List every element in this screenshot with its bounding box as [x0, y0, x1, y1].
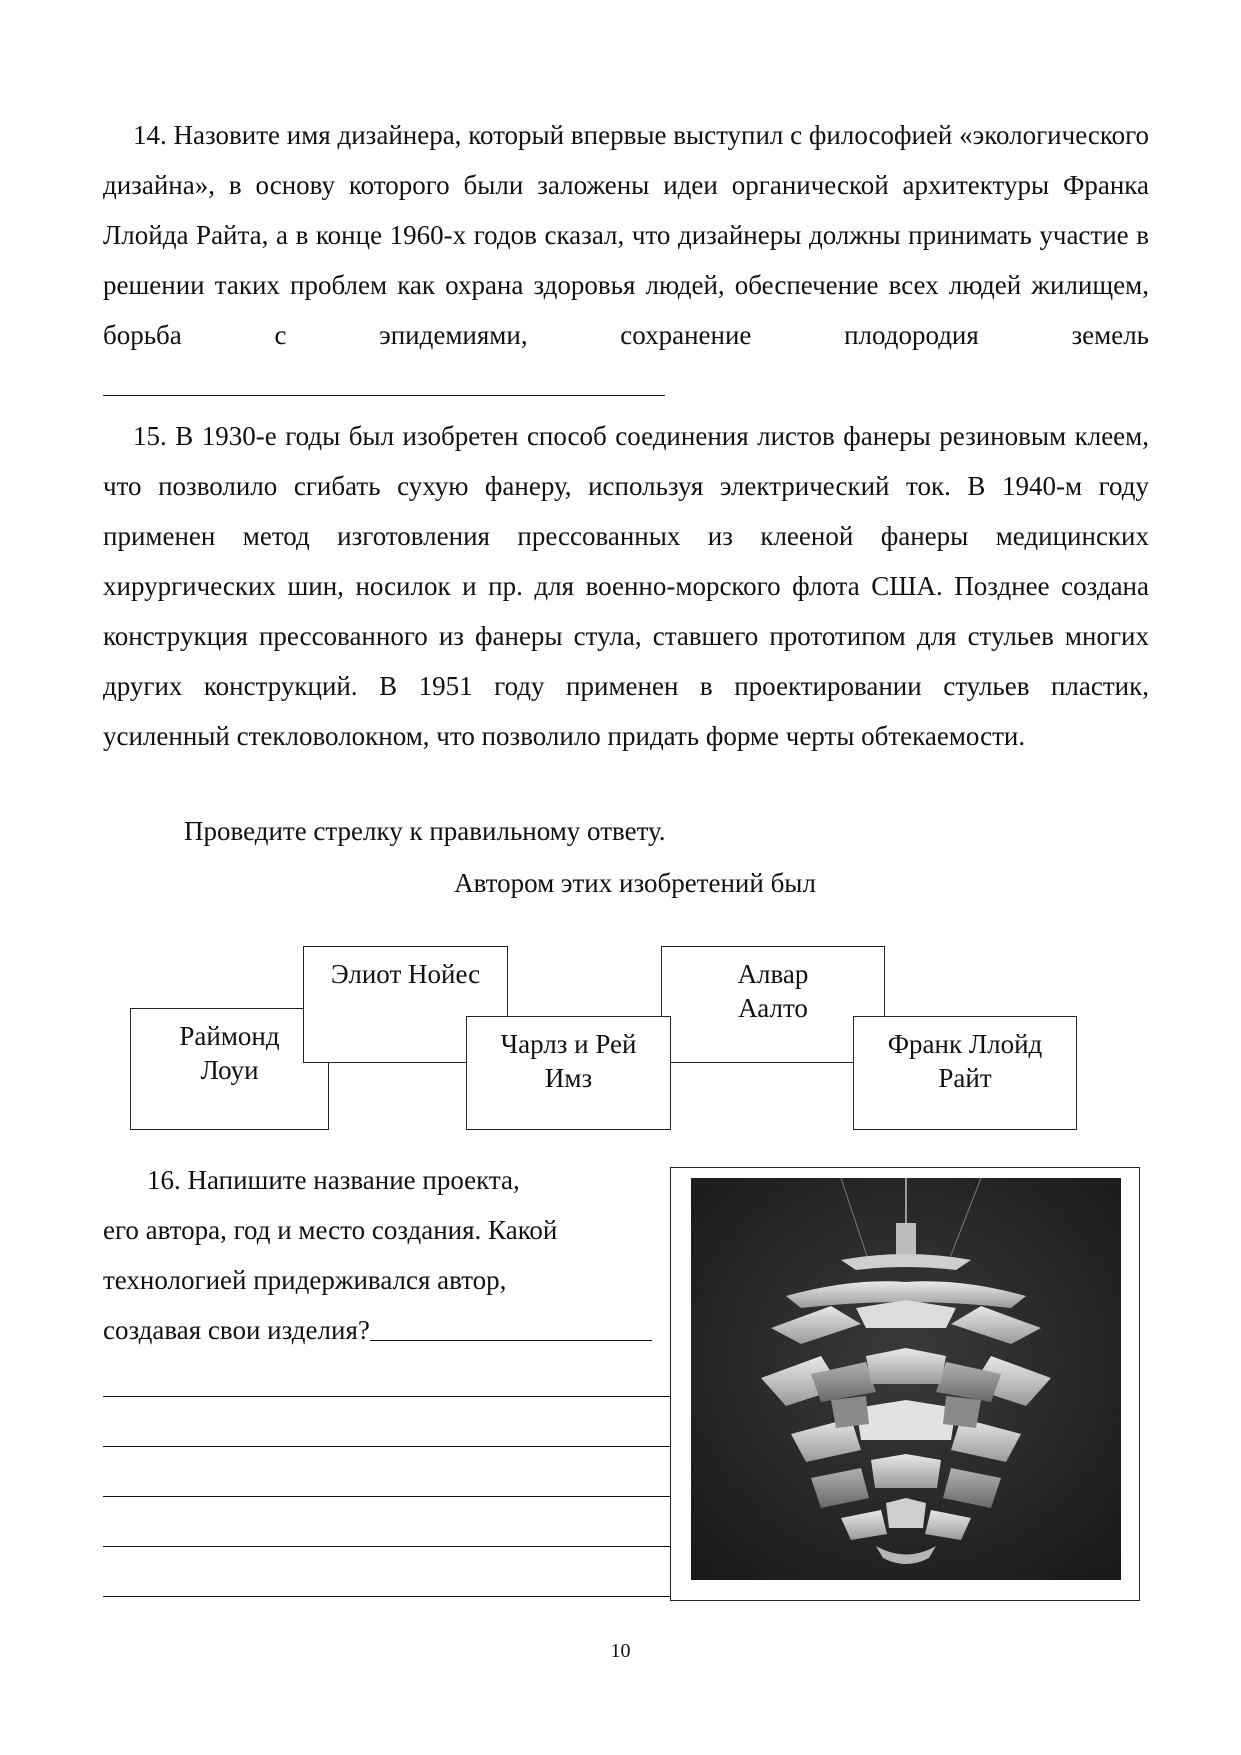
option-label: Франк Ллойд: [887, 1029, 1043, 1059]
question-16-line: создавая свои изделия?: [103, 1315, 370, 1345]
option-label: Лоуи: [200, 1055, 259, 1085]
answer-line[interactable]: [103, 1546, 673, 1547]
answer-line[interactable]: [103, 1496, 673, 1497]
answer-blank-16[interactable]: [370, 1310, 652, 1341]
option-label: Имз: [544, 1063, 593, 1093]
question-14: [103, 110, 1149, 410]
option-alvar-aalto[interactable]: [661, 946, 885, 1063]
question-15-text: 15. В 1930-е годы был изобретен способ соединения листов фанеры резиновым клеем, что позволило сгибать сухую фанеру, используя электрический ток. В 1940-м году применен метод изготовления прессованных из клееной фанеры медицинских хирургических шин, носилок и пр. для военно-морского флота США. Позднее создана конструкция прессованного из фанеры стула, ставшего прототипом для стульев многих других конструкций. В 1951 году применен в проектировании стульев пластик, усиленный стекловолокном, что позволило придать форме черты обтекаемости.: [103, 421, 1149, 751]
page-number: 10: [610, 1640, 631, 1662]
instruction-text: Проведите стрелку к правильному ответу.: [184, 816, 666, 846]
option-frank-lloyd-wright[interactable]: [853, 1016, 1077, 1130]
option-label: Райт: [938, 1063, 992, 1093]
answer-line[interactable]: [103, 1596, 673, 1597]
answer-line[interactable]: [103, 1446, 673, 1447]
answer-line[interactable]: [103, 1396, 673, 1397]
photo-frame: [670, 1167, 1140, 1601]
option-label: Чарлз и Рей: [500, 1029, 637, 1059]
pendant-lamp-photo: [691, 1178, 1121, 1580]
question-14-text: 14. Назовите имя дизайнера, который впервые выступил с философией «экологического дизайна», в основу которого были заложены идеи органической архитектуры Франка Ллойда Райта, а в конце 1960-х годов сказал, что дизайнеры должны принимать участие в решении таких проблем как охрана здоровья людей, обеспечение всех людей жилищем, борьба с эпидемиями, сохранение плодородия земель: [103, 120, 1149, 350]
question-16-line: технологией придерживался автор,: [103, 1265, 507, 1295]
option-label: Раймонд: [179, 1021, 280, 1051]
answer-prompt: Автором этих изобретений был: [454, 868, 816, 898]
option-charles-ray-eames[interactable]: [466, 1016, 671, 1130]
option-label: Аалто: [738, 993, 808, 1023]
answer-blank-14[interactable]: [103, 365, 665, 396]
question-15: [103, 411, 1149, 761]
question-16: [103, 1155, 673, 1355]
question-16-line: его автора, год и место создания. Какой: [103, 1215, 558, 1245]
question-16-line: 16. Напишите название проекта,: [147, 1165, 520, 1195]
option-label: Элиот Нойес: [330, 959, 481, 989]
option-label: Алвар: [737, 959, 809, 989]
option-raymond-loewy[interactable]: [130, 1008, 329, 1130]
